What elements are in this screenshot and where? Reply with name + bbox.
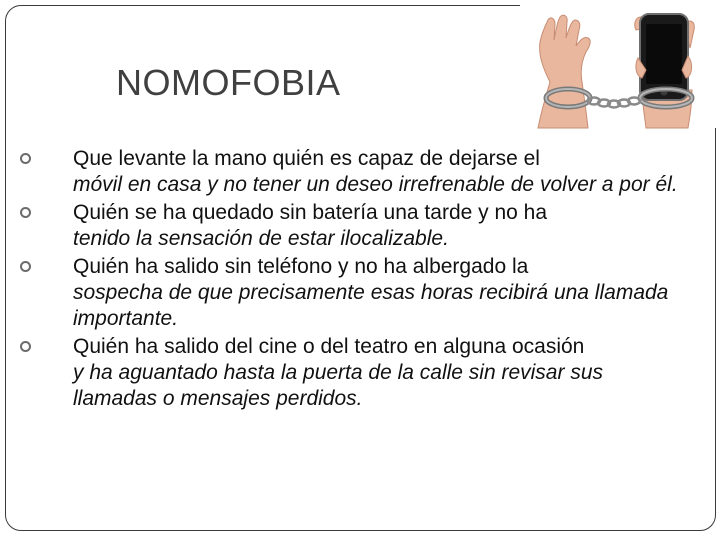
- list-item: [20, 254, 690, 332]
- circle-bullet-icon: [20, 341, 31, 352]
- list-item: [20, 146, 690, 198]
- bullet-rest: tenido la sensación de estar ilocalizable.: [73, 227, 449, 250]
- bullet-rest: sospecha de que precisamente esas horas recibirá una llamada importante.: [73, 281, 669, 330]
- circle-bullet-icon: [20, 207, 31, 218]
- circle-bullet-icon: [20, 153, 31, 164]
- bullet-rest: y ha aguantado hasta la puerta de la calle sin revisar sus llamadas o mensajes perdidos.: [73, 361, 603, 410]
- bullet-lead: Que levante la mano quién es capaz de dejarse el: [73, 147, 540, 170]
- handcuffed-hand-with-phone-icon: [524, 0, 720, 130]
- bullet-lead: Quién ha salido sin teléfono y no ha albergado la: [73, 255, 529, 278]
- list-item: [20, 334, 690, 412]
- slide-title: NOMOFOBIA: [116, 62, 341, 103]
- bullet-list: [20, 146, 690, 414]
- bullet-rest: móvil en casa y no tener un deseo irrefrenable de volver a por él.: [73, 173, 678, 196]
- list-item: [20, 200, 690, 252]
- bullet-lead: Quién se ha quedado sin batería una tarde y no ha: [73, 201, 548, 224]
- bullet-lead: Quién ha salido del cine o del teatro en alguna ocasión: [73, 335, 585, 358]
- circle-bullet-icon: [20, 261, 31, 272]
